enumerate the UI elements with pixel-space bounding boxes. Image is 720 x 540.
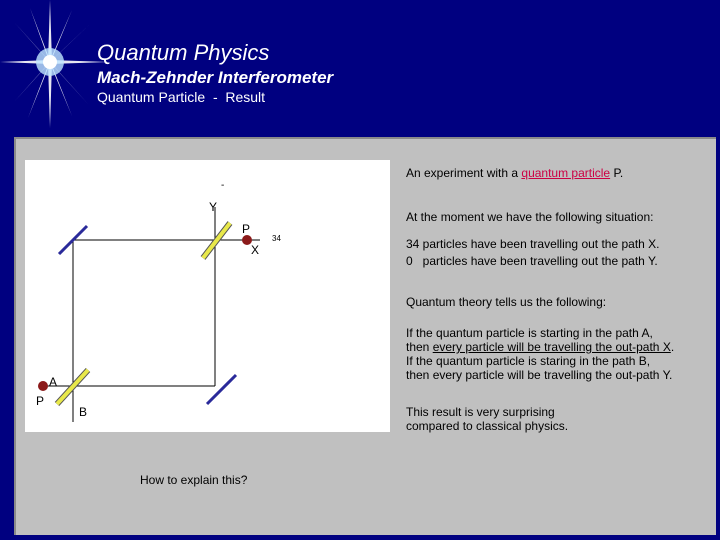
- mirror-bottom-right: [207, 375, 236, 404]
- label-p-left: P: [36, 394, 45, 408]
- label-a: A: [49, 375, 58, 389]
- particle-left: [38, 381, 48, 391]
- rule1-line2: then every particle will be travelling the out-path X.: [406, 340, 675, 354]
- rule2-line1: If the quantum particle is staring in the path B,: [406, 354, 651, 368]
- label-p-top: P: [242, 222, 251, 236]
- counter-y: -: [221, 180, 225, 191]
- page-title: Quantum Physics: [97, 40, 270, 65]
- moment-text: At the moment we have the following situation:: [406, 210, 654, 224]
- path-x-text: 34 particles have been travelling out the path X.: [406, 237, 660, 251]
- label-y: Y: [209, 200, 218, 214]
- section-title: Quantum Particle - Result: [97, 89, 266, 105]
- star-burst-logo: [0, 0, 110, 130]
- page-subtitle: Mach-Zehnder Interferometer: [97, 68, 334, 87]
- rule2-line2: then every particle will be travelling the out-path Y.: [406, 368, 673, 382]
- path-y-text: 0 particles have been travelling out the path Y.: [406, 254, 658, 268]
- interferometer-diagram: [25, 160, 390, 432]
- quantum-particle-link[interactable]: quantum particle: [521, 166, 611, 180]
- theory-text: Quantum theory tells us the following:: [406, 295, 607, 309]
- surprise-line2: compared to classical physics.: [406, 419, 569, 433]
- explain-question: How to explain this?: [140, 473, 248, 487]
- rule1-line1: If the quantum particle is starting in the path A,: [406, 326, 653, 340]
- label-b: B: [79, 405, 88, 419]
- surprise-line1: This result is very surprising: [406, 405, 555, 419]
- intro-text: An experiment with a quantum particle P.: [406, 166, 624, 180]
- counter-x: 34: [272, 234, 281, 243]
- label-x: X: [251, 243, 260, 257]
